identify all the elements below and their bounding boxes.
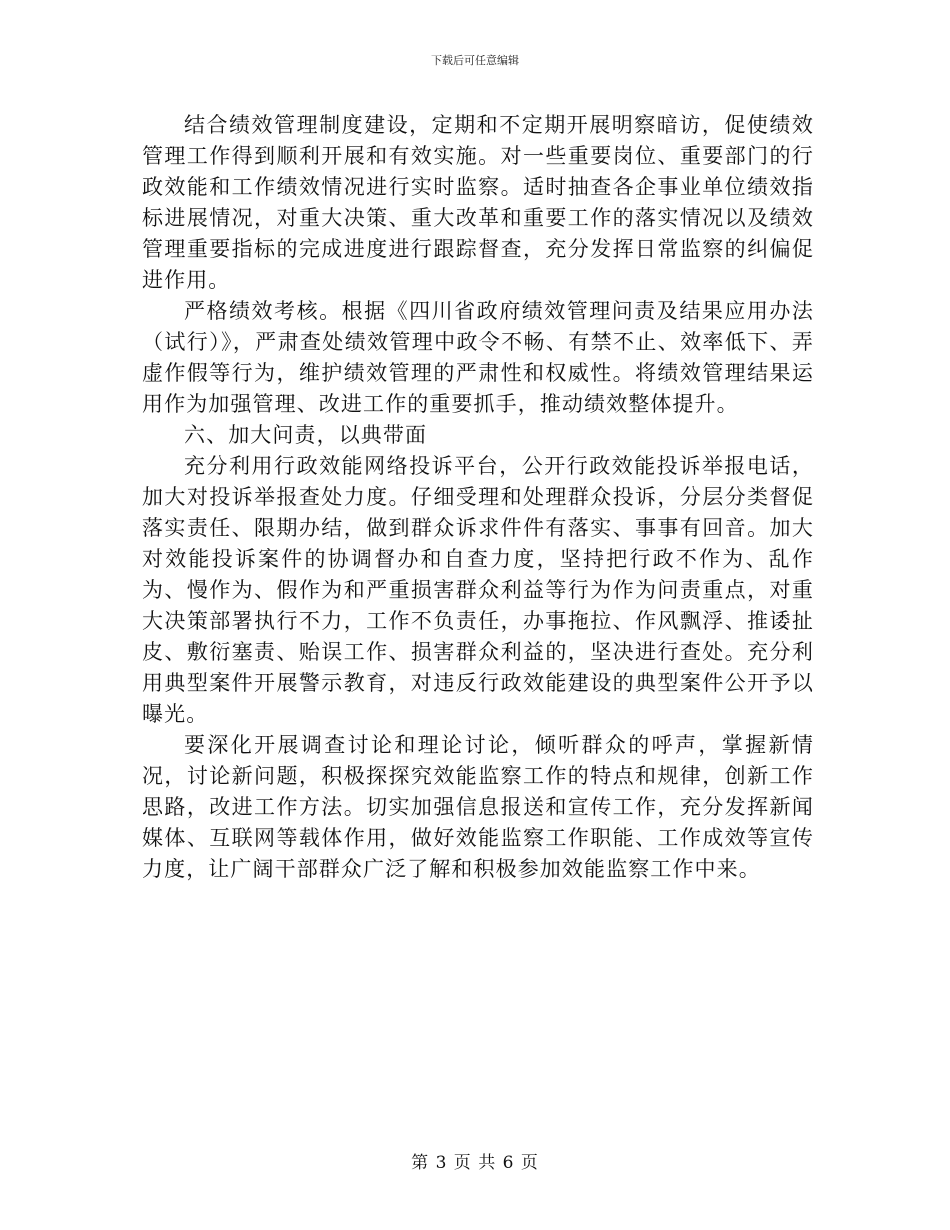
page-header: 下载后可任意编辑 <box>431 54 519 67</box>
document-body <box>142 110 814 885</box>
page-number-footer: 第 3 页 共 6 页 <box>411 1153 539 1173</box>
paragraph-complaint-handling: 充分利用行政效能网络投诉平台，公开行政效能投诉举报电话，加大对投诉举报查处力度。仔细受理和处理群众投诉，分层分类督促落实责任、限期办结，做到群众诉求件件有落实、事事有回音。加大对效能投诉案件的协调督办和自查力度，坚持把行政不作为、乱作为、慢作为、假作为和严重损害群众利益等行为作为问责重点，对重大决策部署执行不力，工作不负责任，办事拖拉、作风飘浮、推诿扯皮、敷衍塞责、贻误工作、损害群众利益的，坚决进行查处。充分利用典型案件开展警示教育，对违反行政效能建设的典型案件公开予以曝光。 <box>142 454 814 726</box>
paragraph-research-publicity: 要深化开展调查讨论和理论讨论，倾听群众的呼声，掌握新情况，讨论新问题，积极探探究效能监察工作的特点和规律，创新工作思路，改进工作方法。切实加强信息报送和宣传工作，充分发挥新闻媒体、互联网等载体作用，做好效能监察工作职能、工作成效等宣传力度，让广阔干部群众广泛了解和积极参加效能监察工作中来。 <box>142 733 814 881</box>
paragraph-performance-supervision: 结合绩效管理制度建设，定期和不定期开展明察暗访，促使绩效管理工作得到顺利开展和有效实施。对一些重要岗位、重要部门的行政效能和工作绩效情况进行实时监察。适时抽查各企事业单位绩效指标进展情况，对重大决策、重大改革和重要工作的落实情况以及绩效管理重要指标的完成进度进行跟踪督查，充分发挥日常监察的纠偏促进作用。 <box>142 113 814 292</box>
section-heading-accountability: 六、加大问责，以典带面 <box>184 423 428 447</box>
paragraph-performance-assessment: 严格绩效考核。根据《四川省政府绩效管理问责及结果应用办法（试行）》，严肃查处绩效管理中政令不畅、有禁不止、效率低下、弄虚作假等行为，维护绩效管理的严肃性和权威性。将绩效管理结果运用作为加强管理、改进工作的重要抓手，推动绩效整体提升。 <box>142 299 814 416</box>
